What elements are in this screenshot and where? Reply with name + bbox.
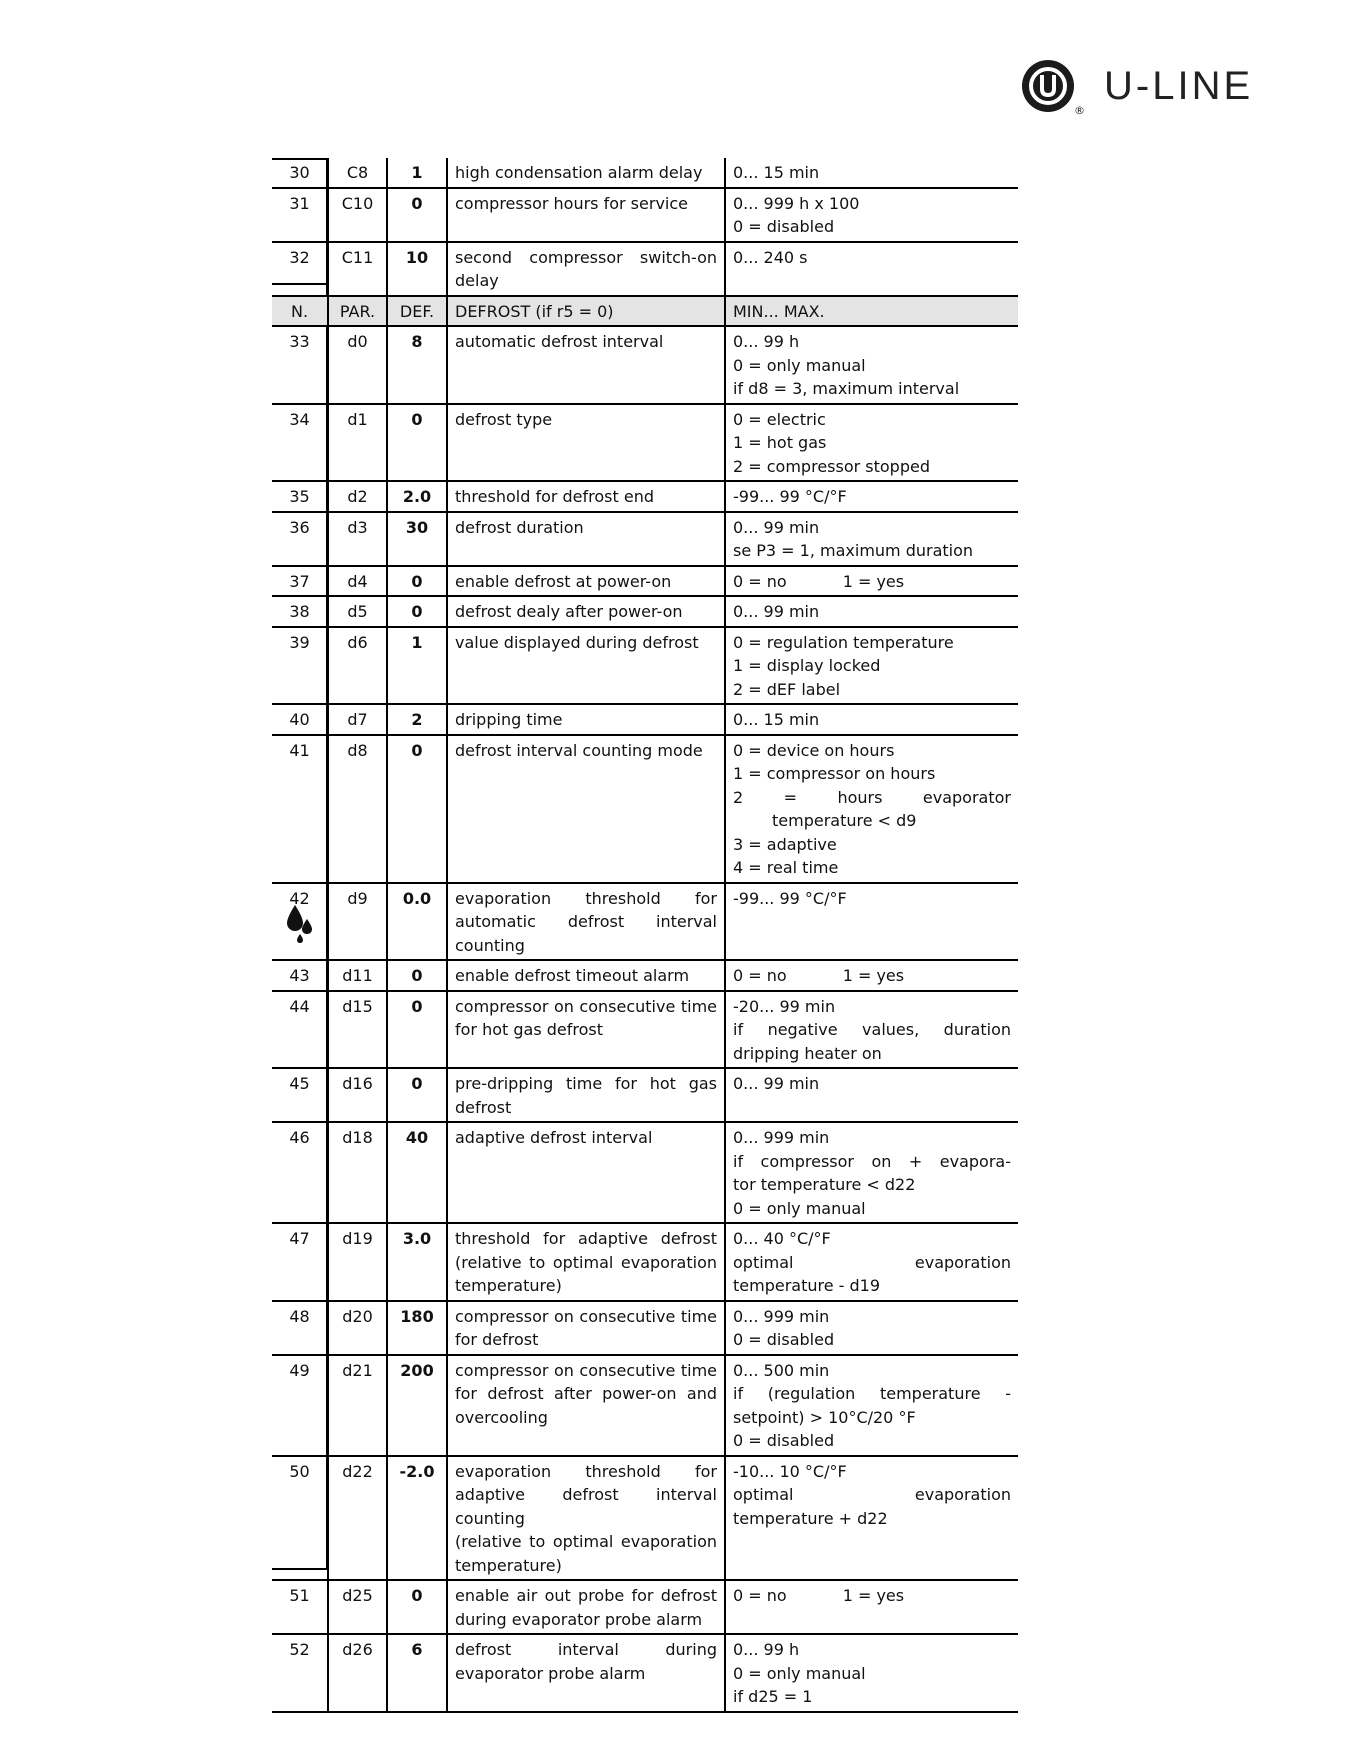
cell-line: value displayed during defrost bbox=[455, 632, 699, 652]
range-no: 0 = no bbox=[733, 1586, 787, 1605]
cell-line: enable defrost timeout alarm bbox=[455, 966, 690, 985]
cell-default: 0 bbox=[387, 960, 447, 991]
cell-number: 37 bbox=[272, 566, 328, 597]
cell-description bbox=[447, 404, 725, 482]
cell-line: (relative to optimal evaporation bbox=[455, 1252, 717, 1272]
table-row bbox=[272, 242, 1018, 296]
col-header-section: DEFROST (if r5 = 0) bbox=[447, 296, 725, 327]
cell-default: 6 bbox=[387, 1634, 447, 1712]
cell-line: defrost duration bbox=[455, 517, 584, 537]
cell-description bbox=[447, 242, 725, 296]
cell-line: evaporation threshold for bbox=[455, 888, 717, 908]
cell-parameter: d1 bbox=[328, 404, 387, 482]
cell-line: temperature - d19 bbox=[733, 1276, 881, 1295]
cell-line: compressor on consecutive time bbox=[455, 1306, 717, 1326]
cell-line: threshold for adaptive defrost bbox=[455, 1229, 717, 1248]
cell-number: 44 bbox=[272, 991, 328, 1069]
cell-line: 0... 99 h bbox=[733, 1640, 800, 1659]
cell-line: 0... 15 min bbox=[733, 163, 820, 182]
cell-range bbox=[725, 481, 1018, 512]
cell-parameter: d8 bbox=[328, 735, 387, 883]
cell-line: 0 = electric bbox=[733, 409, 826, 429]
cell-line: 0 = regulation temperature bbox=[733, 632, 954, 652]
cell-line: adaptive defrost interval bbox=[455, 1128, 653, 1147]
cell-description bbox=[447, 960, 725, 991]
col-header-range: MIN... MAX. bbox=[725, 296, 1018, 327]
table-row bbox=[272, 735, 1018, 883]
cell-parameter: d5 bbox=[328, 596, 387, 627]
range-yes: 1 = yes bbox=[842, 966, 905, 985]
cell-number: 45 bbox=[272, 1068, 328, 1122]
cell-description bbox=[447, 883, 725, 961]
cell-line: 0... 999 min bbox=[733, 1306, 830, 1326]
cell-line: temperature + d22 bbox=[733, 1508, 888, 1528]
cell-number: 48 bbox=[272, 1301, 328, 1355]
cell-number: 33 bbox=[272, 326, 328, 404]
registered-mark: ® bbox=[1074, 104, 1085, 117]
cell-default: 180 bbox=[387, 1301, 447, 1355]
cell-line: if negative values, duration bbox=[733, 1020, 1011, 1039]
cell-default: 2 bbox=[387, 704, 447, 735]
table-body-defrost bbox=[272, 326, 1018, 1712]
brand-logo bbox=[1020, 58, 1280, 124]
cell-parameter: d15 bbox=[328, 991, 387, 1069]
cell-line: -99... 99 °C/°F bbox=[733, 888, 847, 908]
range-yes: 1 = yes bbox=[842, 571, 905, 591]
col-header-n: N. bbox=[272, 296, 328, 327]
cell-number: 46 bbox=[272, 1122, 328, 1223]
cell-description bbox=[447, 735, 725, 883]
cell-description bbox=[447, 991, 725, 1069]
cell-default: 0 bbox=[387, 566, 447, 597]
cell-number: 31 bbox=[272, 188, 328, 242]
cell-description bbox=[447, 566, 725, 597]
cell-parameter: d4 bbox=[328, 566, 387, 597]
table-row bbox=[272, 627, 1018, 705]
cell-parameter: d6 bbox=[328, 627, 387, 705]
table-row bbox=[272, 512, 1018, 566]
cell-parameter: d25 bbox=[328, 1580, 387, 1634]
header-row bbox=[272, 296, 1018, 327]
cell-number: 32 bbox=[272, 242, 328, 296]
cell-line: defrost interval counting mode bbox=[455, 740, 703, 760]
cell-line: 0... 999 h x 100 bbox=[733, 193, 860, 213]
cell-default: 0.0 bbox=[387, 883, 447, 961]
cell-line: adaptive defrost interval counting bbox=[455, 1485, 717, 1528]
cell-number: 43 bbox=[272, 960, 328, 991]
table-row bbox=[272, 1068, 1018, 1122]
cell-description bbox=[447, 596, 725, 627]
cell-parameter: C8 bbox=[328, 158, 387, 188]
cell-description bbox=[447, 704, 725, 735]
cell-line: 0... 99 min bbox=[733, 602, 820, 621]
cell-range bbox=[725, 596, 1018, 627]
cell-range bbox=[725, 1223, 1018, 1301]
cell-line: 1 = compressor on hours bbox=[733, 764, 936, 783]
cell-range bbox=[725, 1634, 1018, 1712]
col-header-def: DEF. bbox=[387, 296, 447, 327]
cell-number: 35 bbox=[272, 481, 328, 512]
cell-description bbox=[447, 1122, 725, 1223]
cell-line: 3 = adaptive bbox=[733, 834, 837, 854]
cell-line: compressor on consecutive time bbox=[455, 1360, 717, 1380]
col-header-par: PAR. bbox=[328, 296, 387, 327]
table-row bbox=[272, 1580, 1018, 1634]
cell-number: 38 bbox=[272, 596, 328, 627]
cell-line: 0... 15 min bbox=[733, 710, 820, 729]
cell-parameter: d16 bbox=[328, 1068, 387, 1122]
table-row bbox=[272, 404, 1018, 482]
cell-description bbox=[447, 1301, 725, 1355]
cell-line: -10... 10 °C/°F bbox=[733, 1461, 847, 1481]
cell-line: if compressor on + evapora- bbox=[733, 1151, 1011, 1171]
cell-line: temperature) bbox=[455, 1555, 562, 1575]
cell-default: 3.0 bbox=[387, 1223, 447, 1301]
cell-line: enable air out probe for defrost bbox=[455, 1586, 717, 1605]
cell-description bbox=[447, 1355, 725, 1456]
cell-line: if d25 = 1 bbox=[733, 1687, 813, 1706]
cell-default: 0 bbox=[387, 596, 447, 627]
table-row bbox=[272, 481, 1018, 512]
cell-line: enable defrost at power-on bbox=[455, 571, 672, 591]
cell-range bbox=[725, 1122, 1018, 1223]
cell-number: 30 bbox=[272, 158, 328, 188]
cell-line: 0... 40 °C/°F bbox=[733, 1229, 831, 1248]
cell-line: 0 = device on hours bbox=[733, 740, 895, 760]
cell-line: for hot gas defrost bbox=[455, 1020, 604, 1039]
cell-number: 52 bbox=[272, 1634, 328, 1712]
cell-default: 0 bbox=[387, 404, 447, 482]
cell-line: defrost dealy after power-on bbox=[455, 602, 683, 621]
cell-default: 8 bbox=[387, 326, 447, 404]
table-row bbox=[272, 960, 1018, 991]
cell-line: if d8 = 3, maximum interval bbox=[733, 379, 960, 398]
cell-line: overcooling bbox=[455, 1407, 548, 1427]
cell-number: 40 bbox=[272, 704, 328, 735]
cell-line: se P3 = 1, maximum duration bbox=[733, 541, 974, 560]
cell-description bbox=[447, 627, 725, 705]
cell-number: 36 bbox=[272, 512, 328, 566]
cell-default: 30 bbox=[387, 512, 447, 566]
table-row bbox=[272, 596, 1018, 627]
range-yes: 1 = yes bbox=[842, 1586, 905, 1605]
cell-description bbox=[447, 326, 725, 404]
cell-number: 39 bbox=[272, 627, 328, 705]
cell-line: high condensation alarm delay bbox=[455, 163, 703, 182]
cell-parameter: d18 bbox=[328, 1122, 387, 1223]
cell-description bbox=[447, 512, 725, 566]
cell-range bbox=[725, 1580, 1018, 1634]
cell-parameter: C11 bbox=[328, 242, 387, 296]
cell-range bbox=[725, 1456, 1018, 1581]
cell-line: defrost bbox=[455, 1097, 512, 1117]
table-row bbox=[272, 326, 1018, 404]
brand-name: U-LINE bbox=[1104, 64, 1254, 108]
cell-range bbox=[725, 566, 1018, 597]
cell-line: temperature) bbox=[455, 1276, 562, 1295]
cell-line: pre-dripping time for hot gas bbox=[455, 1074, 717, 1093]
range-no: 0 = no bbox=[733, 966, 787, 985]
cell-line: dripping time bbox=[455, 710, 563, 729]
cell-description bbox=[447, 158, 725, 188]
cell-line: defrost type bbox=[455, 409, 553, 429]
cell-default: 10 bbox=[387, 242, 447, 296]
table-body-compressor bbox=[272, 158, 1018, 296]
cell-parameter: d2 bbox=[328, 481, 387, 512]
cell-default: 1 bbox=[387, 627, 447, 705]
cell-line: 0 = only manual bbox=[733, 1198, 866, 1218]
cell-line: 0 = only manual bbox=[733, 355, 866, 375]
cell-line: compressor hours for service bbox=[455, 193, 688, 213]
table-row bbox=[272, 1634, 1018, 1712]
cell-default: 0 bbox=[387, 1580, 447, 1634]
cell-line: -20... 99 min bbox=[733, 996, 836, 1016]
cell-line: (relative to optimal evaporation bbox=[455, 1532, 717, 1551]
cell-number: 51 bbox=[272, 1580, 328, 1634]
cell-line: threshold for defrost end bbox=[455, 487, 655, 506]
table-row bbox=[272, 1223, 1018, 1301]
cell-line: -99... 99 °C/°F bbox=[733, 487, 847, 506]
cell-line: evaporator probe alarm bbox=[455, 1663, 646, 1683]
table-row bbox=[272, 991, 1018, 1069]
parameter-table-wrap bbox=[272, 158, 1018, 1713]
cell-parameter: d19 bbox=[328, 1223, 387, 1301]
cell-description bbox=[447, 1068, 725, 1122]
cell-line: 0... 99 min bbox=[733, 517, 820, 537]
table-row bbox=[272, 566, 1018, 597]
cell-line: 2 = dEF label bbox=[733, 679, 841, 699]
cell-range bbox=[725, 1068, 1018, 1122]
cell-parameter: d7 bbox=[328, 704, 387, 735]
cell-line: 0 = only manual bbox=[733, 1663, 866, 1683]
table-row bbox=[272, 883, 1018, 961]
cell-parameter: d26 bbox=[328, 1634, 387, 1712]
cell-parameter: d3 bbox=[328, 512, 387, 566]
cell-line: evaporation threshold for bbox=[455, 1461, 717, 1481]
cell-default: 0 bbox=[387, 1068, 447, 1122]
range-no: 0 = no bbox=[733, 571, 787, 591]
cell-line: 1 = display locked bbox=[733, 656, 881, 675]
cell-range bbox=[725, 1301, 1018, 1355]
cell-number: 49 bbox=[272, 1355, 328, 1456]
cell-line: 2 = compressor stopped bbox=[733, 456, 930, 476]
cell-line: 4 = real time bbox=[733, 858, 839, 877]
table-row bbox=[272, 1355, 1018, 1456]
cell-line: for defrost after power-on and bbox=[455, 1384, 717, 1403]
cell-line: 0... 500 min bbox=[733, 1360, 830, 1380]
cell-line: 0... 99 min bbox=[733, 1074, 820, 1093]
cell-default: 0 bbox=[387, 735, 447, 883]
cell-line: 1 = hot gas bbox=[733, 433, 827, 452]
cell-range bbox=[725, 991, 1018, 1069]
cell-line: dripping heater on bbox=[733, 1043, 882, 1063]
cell-line: 0 = disabled bbox=[733, 1330, 835, 1349]
cell-line: 2 = hours evaporator bbox=[733, 787, 1011, 807]
cell-line: 0 = disabled bbox=[733, 217, 835, 236]
cell-line: delay bbox=[455, 271, 499, 290]
table-row bbox=[272, 188, 1018, 242]
cell-line: 0... 240 s bbox=[733, 247, 808, 267]
cell-number: 50 bbox=[272, 1456, 328, 1581]
table-row bbox=[272, 1301, 1018, 1355]
cell-range bbox=[725, 627, 1018, 705]
cell-default: 0 bbox=[387, 991, 447, 1069]
cell-line: 0 = disabled bbox=[733, 1431, 835, 1450]
u-line-logo-icon bbox=[1020, 58, 1076, 114]
cell-range bbox=[725, 735, 1018, 883]
cell-description bbox=[447, 188, 725, 242]
parameter-table bbox=[272, 158, 1018, 1713]
cell-default: -2.0 bbox=[387, 1456, 447, 1581]
cell-parameter: C10 bbox=[328, 188, 387, 242]
cell-line: 0... 999 min bbox=[733, 1128, 830, 1147]
cell-range bbox=[725, 1355, 1018, 1456]
cell-range bbox=[725, 326, 1018, 404]
cell-number: 34 bbox=[272, 404, 328, 482]
cell-default: 1 bbox=[387, 158, 447, 188]
cell-range bbox=[725, 704, 1018, 735]
cell-line: optimal evaporation bbox=[733, 1252, 1011, 1272]
cell-range bbox=[725, 960, 1018, 991]
cell-default: 200 bbox=[387, 1355, 447, 1456]
cell-parameter: d20 bbox=[328, 1301, 387, 1355]
cell-number: 42 bbox=[272, 883, 328, 961]
cell-number: 47 bbox=[272, 1223, 328, 1301]
cell-range bbox=[725, 158, 1018, 188]
cell-line: during evaporator probe alarm bbox=[455, 1609, 703, 1629]
cell-parameter: d9 bbox=[328, 883, 387, 961]
cell-line: temperature < d9 bbox=[772, 811, 917, 830]
cell-line: automatic defrost interval bbox=[455, 912, 717, 931]
cell-range bbox=[725, 404, 1018, 482]
cell-parameter: d0 bbox=[328, 326, 387, 404]
cell-description bbox=[447, 1223, 725, 1301]
cell-range bbox=[725, 883, 1018, 961]
table-row bbox=[272, 158, 1018, 188]
cell-parameter: d21 bbox=[328, 1355, 387, 1456]
table-header bbox=[272, 296, 1018, 327]
table-row bbox=[272, 704, 1018, 735]
cell-line: automatic defrost interval bbox=[455, 332, 664, 351]
cell-default: 2.0 bbox=[387, 481, 447, 512]
cell-line: if (regulation temperature - bbox=[733, 1384, 1011, 1403]
cell-line: for defrost bbox=[455, 1330, 539, 1349]
cell-line: tor temperature < d22 bbox=[733, 1175, 916, 1194]
cell-line: defrost interval during bbox=[455, 1640, 717, 1659]
cell-line: 0... 99 h bbox=[733, 332, 800, 351]
cell-default: 40 bbox=[387, 1122, 447, 1223]
table-row bbox=[272, 1122, 1018, 1223]
cell-description bbox=[447, 1456, 725, 1581]
cell-description bbox=[447, 1580, 725, 1634]
cell-parameter: d11 bbox=[328, 960, 387, 991]
cell-default: 0 bbox=[387, 188, 447, 242]
cell-line: optimal evaporation bbox=[733, 1485, 1011, 1504]
cell-range bbox=[725, 512, 1018, 566]
cell-line: compressor on consecutive time bbox=[455, 996, 717, 1016]
cell-description bbox=[447, 481, 725, 512]
cell-range bbox=[725, 188, 1018, 242]
cell-line: setpoint) > 10°C/20 °F bbox=[733, 1407, 916, 1427]
table-row bbox=[272, 1456, 1018, 1581]
cell-line: second compressor switch-on bbox=[455, 247, 717, 267]
cell-range bbox=[725, 242, 1018, 296]
cell-description bbox=[447, 1634, 725, 1712]
cell-line: counting bbox=[455, 935, 525, 955]
cell-parameter: d22 bbox=[328, 1456, 387, 1581]
cell-number: 41 bbox=[272, 735, 328, 883]
